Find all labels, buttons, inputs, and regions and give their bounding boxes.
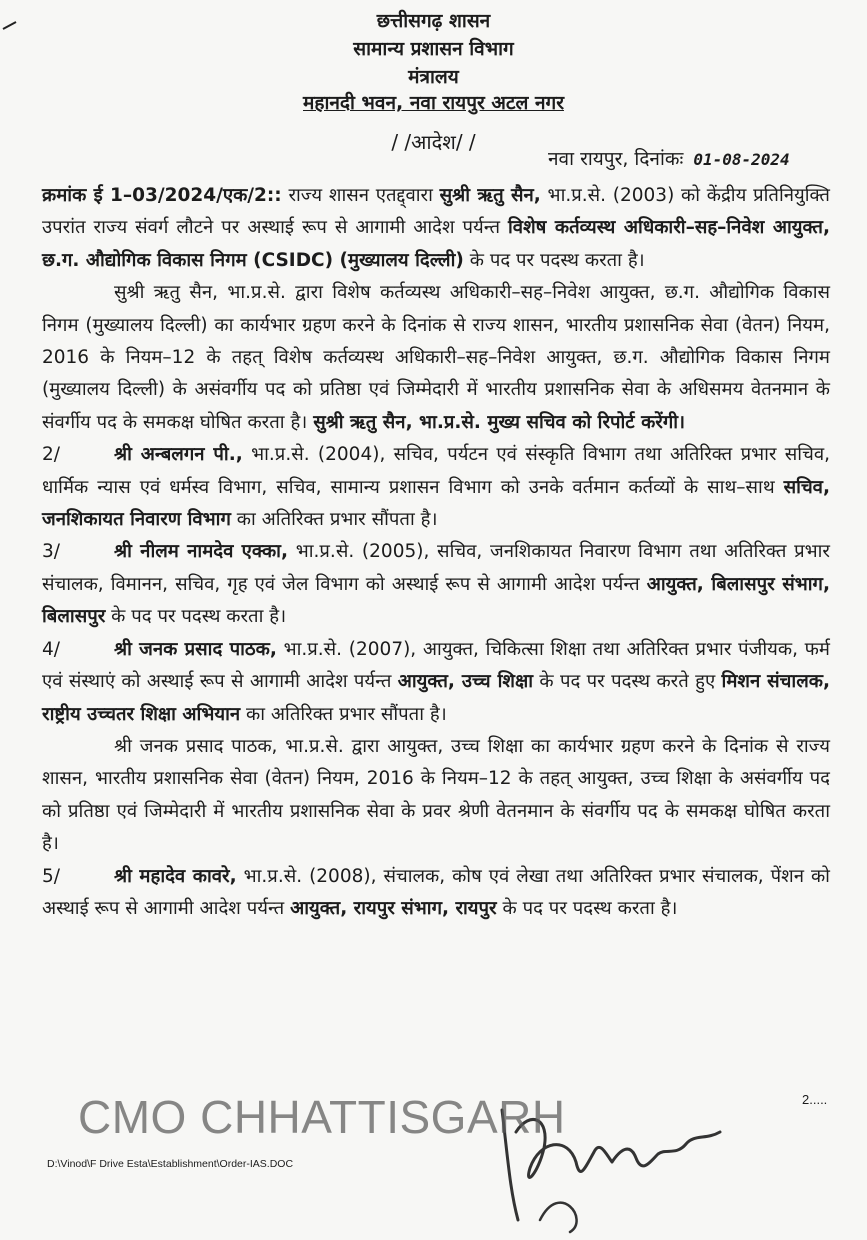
- place-date-label: नवा रायपुर, दिनांकः: [548, 148, 684, 170]
- paragraph-5: 5/ श्री महादेव कावरे, भा.प्र.से. (2008), संचालक, कोष एवं लेखा तथा अतिरिक्त प्रभार संचालक, पेंशन को अस्थाई रूप से आगामी आदेश पर्यन्त आयुक्त, रायपुर संभाग, रायपुर के पद पर पदस्थ करता है।: [42, 861, 830, 926]
- paragraph-2: 2/ श्री अन्बलगन पी., भा.प्र.से. (2004), सचिव, पर्यटन एवं संस्कृति विभाग तथा अतिरिक्त प्रभार सचिव, धार्मिक न्यास एवं धर्मस्व विभाग, सचिव, सामान्य प्रशासन विभाग को उनके वर्तमान कर्तव्यों के साथ–साथ सचिव, जनशिकायत निवारण विभाग का अतिरिक्त प्रभार सौंपता है।: [42, 439, 830, 536]
- paragraph-4: 4/ श्री जनक प्रसाद पाठक, भा.प्र.से. (2007), आयुक्त, चिकित्सा शिक्षा तथा अतिरिक्त प्रभार पंजीयक, फर्म एवं संस्थाएं को अस्थाई रूप से आगामी आदेश पर्यन्त आयुक्त, उच्च शिक्षा के पद पर पदस्थ करते हुए मिशन संचालक, राष्ट्रीय उच्चतर शिक्षा अभियान का अतिरिक्त प्रभार सौंपता है।: [42, 634, 830, 731]
- additional-charge-title: मिशन संचालक, राष्ट्रीय उच्चतर शिक्षा अभियान: [42, 671, 830, 725]
- officer-name: श्री नीलम नामदेव एक्का,: [114, 541, 288, 563]
- posting-title: आयुक्त, बिलासपुर संभाग, बिलासपुर: [42, 573, 830, 628]
- watermark: CMO CHHATTISGARH: [78, 1091, 566, 1143]
- handwritten-date: 01-08-2024: [693, 150, 790, 169]
- paragraph-4-b: श्री जनक प्रसाद पाठक, भा.प्र.से. द्वारा आयुक्त, उच्च शिक्षा का कार्यभार ग्रहण करने के दिनांक से राज्य शासन, भारतीय प्रशासनिक सेवा (वेतन) नियम, 2016 के नियम–12 के तहत् आयुक्त, उच्च शिक्षा के असंवर्गीय पद को प्रतिष्ठा एवं जिम्मेदारी में भारतीय प्रशासनिक सेवा के प्रवर श्रेणी वेतनमान के संवर्गीय पद के समकक्ष घोषित करता है।: [42, 735, 830, 855]
- posting-title: सचिव, जनशिकायत निवारण विभाग: [42, 476, 830, 531]
- paragraph-3: 3/ श्री नीलम नामदेव एक्का, भा.प्र.से. (2005), सचिव, जनशिकायत निवारण विभाग तथा अतिरिक्त प्रभार संचालक, विमानन, सचिव, गृह एवं जेल विभाग को अस्थाई रूप से आगामी आदेश पर्यन्त आयुक्त, बिलासपुर संभाग, बिलासपुर के पद पर पदस्थ करता है।: [42, 536, 830, 633]
- file-path-footer: D:\Vinod\F Drive Esta\Establishment\Order-IAS.DOC: [47, 1158, 294, 1170]
- paragraph-1-b: सुश्री ऋतु सैन, भा.प्र.से. द्वारा विशेष कर्तव्यस्थ अधिकारी–सह–निवेश आयुक्त, छ.ग. औद्योगिक विकास निगम (मुख्यालय दिल्ली) का कार्यभार ग्रहण करने के दिनांक से राज्य शासन, भारतीय प्रशासनिक सेवा (वेतन) नियम, 2016 के नियम–12 के तहत् विशेष कर्तव्यस्थ अधिकारी–सह–निवेश आयुक्त, छ.ग. औद्योगिक विकास निगम (मुख्यालय दिल्ली) के असंवर्गीय पद को प्रतिष्ठा एवं जिम्मेदारी में भारतीय प्रशासनिक सेवा के अधिसमय वेतनमान के संवर्गीय पद के समकक्ष घोषित करता है। सुश्री ऋतु सैन, भा.प्र.से. मुख्य सचिव को रिपोर्ट करेंगी।: [42, 282, 830, 433]
- paragraph-number: 4/: [42, 638, 61, 660]
- paragraph-number: 3/: [42, 541, 61, 563]
- order-body: [42, 180, 830, 925]
- next-page-marker: 2.....: [802, 1092, 828, 1107]
- officer-name: श्री अन्बलगन पी.,: [114, 444, 243, 466]
- header-address: महानदी भवन, नवा रायपुर अटल नगर: [303, 92, 564, 114]
- reporting-note: सुश्री ऋतु सैन, भा.प्र.से. मुख्य सचिव को रिपोर्ट करेंगी।: [313, 411, 686, 433]
- paragraph-number: 5/: [42, 865, 61, 887]
- header-ministry: मंत्रालय: [408, 66, 459, 88]
- posting-title: आयुक्त, रायपुर संभाग, रायपुर: [290, 897, 497, 919]
- order-title: / /आदेश/ /: [391, 130, 476, 154]
- posting-title: आयुक्त, उच्च शिक्षा: [397, 671, 534, 693]
- paragraph-number: 2/: [42, 444, 61, 466]
- posting-title: विशेष कर्तव्यस्थ अधिकारी–सह–निवेश आयुक्त, छ.ग. औद्योगिक विकास निगम (CSIDC) (मुख्यालय दिल्ली): [42, 217, 830, 271]
- officer-name: श्री जनक प्रसाद पाठक,: [114, 638, 277, 660]
- header-department: सामान्य प्रशासन विभाग: [353, 38, 514, 60]
- officer-name: श्री महादेव कावरे,: [114, 865, 237, 887]
- header-government: छत्तीसगढ़ शासन: [376, 10, 491, 32]
- place-date: [548, 146, 790, 173]
- paragraph-1: क्रमांक ई 1–03/2024/एक/2:: राज्य शासन एतद्द्वारा सुश्री ऋतु सैन, भा.प्र.से. (2003) को केंद्रीय प्रतिनियुक्ति उपरांत राज्य संवर्ग लौटने पर अस्थाई रूप से आगामी आदेश पर्यन्त विशेष कर्तव्यस्थ अधिकारी–सह–निवेश आयुक्त, छ.ग. औद्योगिक विकास निगम (CSIDC) (मुख्यालय दिल्ली) के पद पर पदस्थ करता है।: [42, 185, 830, 271]
- order-number: क्रमांक ई 1–03/2024/एक/2::: [42, 185, 282, 206]
- officer-name: सुश्री ऋतु सैन,: [439, 185, 541, 206]
